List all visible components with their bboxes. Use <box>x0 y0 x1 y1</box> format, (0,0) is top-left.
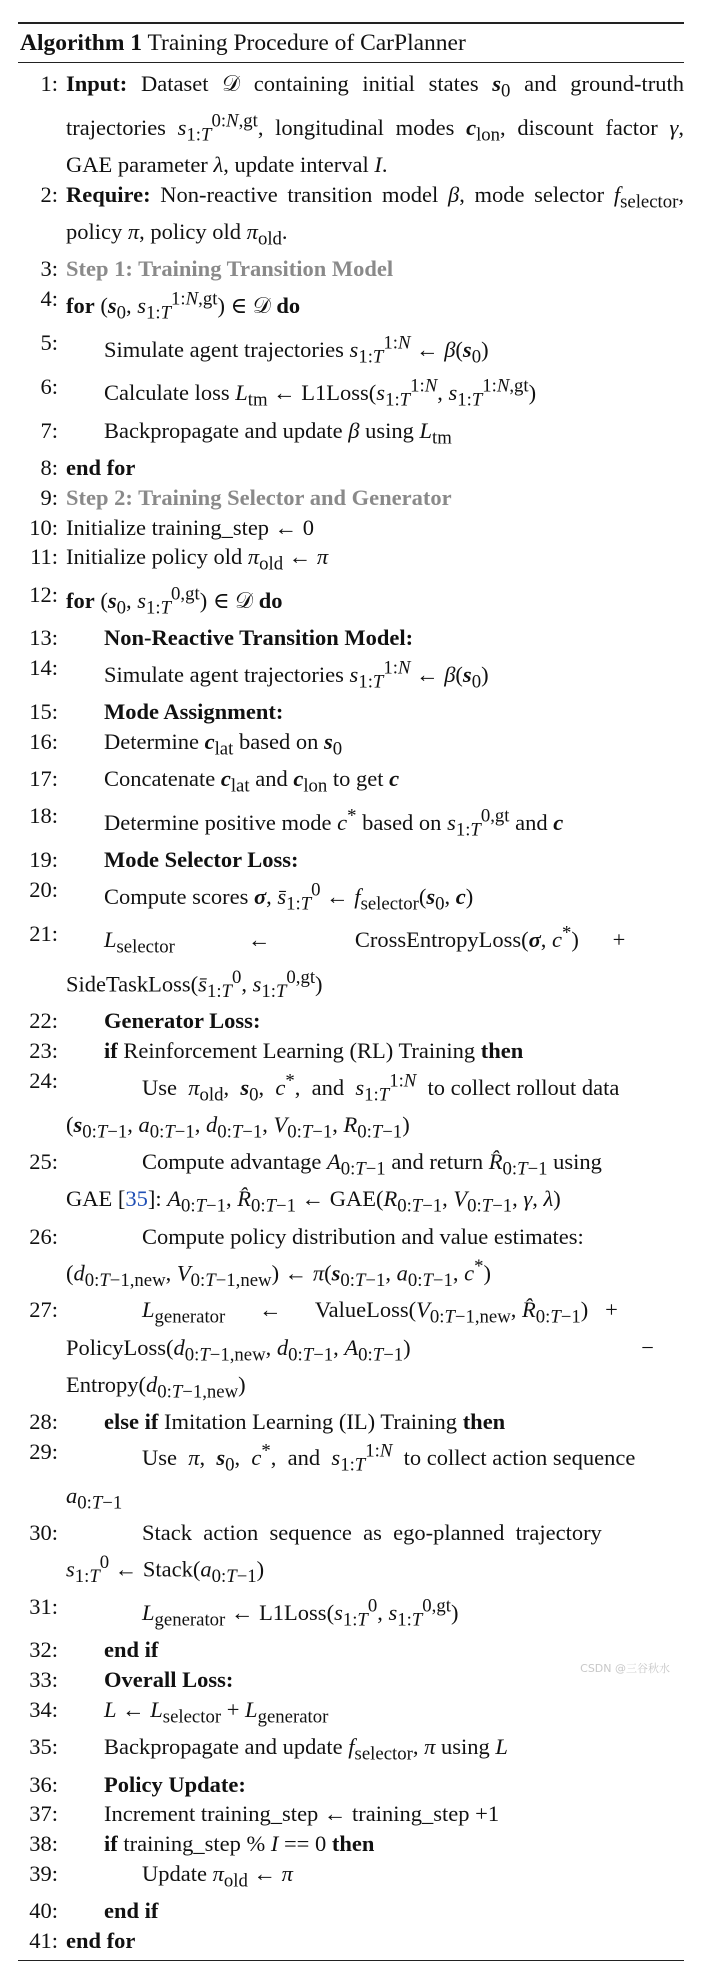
line-number: 24: <box>29 1068 58 1094</box>
algorithm-caption <box>18 24 684 62</box>
algorithm-line <box>18 513 684 543</box>
line-continuation: ($d_{0:T-1,new}$, $V_{0:T-1,new}$) ← $\pi(s_{0:T-1}$, $a_{0:T-1}$, c*) <box>66 1255 491 1291</box>
line-number: 12: <box>29 581 58 607</box>
line-number: 1: <box>40 71 58 96</box>
algorithm-line <box>18 653 684 697</box>
line-text: Mode Assignment: <box>104 699 284 725</box>
line-text: Increment training_step ← training_step +1 <box>104 1801 500 1827</box>
line-number: 27: <box>29 1297 58 1323</box>
line-number: 20: <box>29 877 58 903</box>
line-text: Policy Update: <box>104 1771 246 1797</box>
algorithm-line <box>18 1926 684 1956</box>
algorithm-line <box>18 254 684 284</box>
line-number: 35: <box>29 1734 58 1760</box>
line-continuation: $SideTaskLoss(s̄_{1:T}^0$, $s_{1:T}^{0,gt}$) <box>66 966 323 1002</box>
line-number: 22: <box>29 1008 58 1034</box>
line-number: 14: <box>29 655 58 681</box>
algorithm-line <box>18 372 684 416</box>
line-text: Compute advantage $A_{0:T-1}$ and return $R̂_{0:T-1}$ using <box>142 1149 602 1180</box>
algorithm-line <box>18 69 684 180</box>
line-text: Overall Loss: <box>104 1667 234 1693</box>
line-text: Initialize policy old $\pi_{old}$ ← π <box>66 544 329 575</box>
algorithm-line <box>18 180 684 255</box>
line-number: 11: <box>30 544 58 570</box>
line-text: Input: Dataset 𝒟 containing initial states $s_0$ and ground-truth trajectories $s_{1:T}^{0:N,gt}$, longitudinal modes $c_{lon}$, discount factor γ, GAE parameter λ, update interval I. <box>66 71 685 178</box>
algorithm-line <box>18 1006 684 1036</box>
line-text: Determine positive mode c* based on $s_{1:T}^{0,gt}$ and c <box>104 805 564 841</box>
line-number: 4: <box>40 286 58 312</box>
algorithm-line <box>18 328 684 372</box>
algorithm-line <box>18 416 684 453</box>
algorithm-line <box>18 845 684 875</box>
line-number: 40: <box>29 1898 58 1924</box>
line-text: Initialize training_step ← 0 <box>66 514 315 540</box>
algorithm-line <box>18 1036 684 1066</box>
algorithm-line <box>18 1592 684 1636</box>
line-continuation: $PolicyLoss(d_{0:T-1,new}$, $d_{0:T-1}$, $A_{0:T-1}$) − <box>66 1334 654 1366</box>
watermark: CSDN @三谷秋水 <box>580 1662 670 1675</box>
line-text: Determine $c_{lat}$ based on $s_0$ <box>104 728 343 760</box>
line-number: 38: <box>29 1831 58 1857</box>
line-text: end for <box>66 454 136 480</box>
line-number: 28: <box>29 1409 58 1435</box>
algorithm-line <box>18 1066 684 1110</box>
line-text: Simulate agent trajectories $s_{1:T}^{1:N}$ ← $\beta(s_0)$ <box>104 657 489 693</box>
line-number: 34: <box>29 1697 58 1723</box>
line-number: 41: <box>29 1928 58 1954</box>
line-number: 10: <box>29 514 58 540</box>
line-text: else if Imitation Learning (IL) Training then <box>104 1409 506 1435</box>
line-number: 26: <box>29 1223 58 1249</box>
line-number: 15: <box>29 699 58 725</box>
algorithm-line <box>18 1437 684 1481</box>
line-number: 17: <box>29 766 58 792</box>
algorithm-line <box>18 1770 684 1800</box>
algorithm-line <box>18 453 684 483</box>
line-number: 31: <box>29 1593 58 1619</box>
line-number: 23: <box>29 1038 58 1064</box>
line-text: for ($s_0$, $s_{1:T}^{0,gt}$) ∈ 𝒟 do <box>66 583 283 619</box>
algorithm-line <box>18 483 684 513</box>
algorithm-line <box>18 580 684 624</box>
line-number: 21: <box>29 920 58 946</box>
line-text: Stack action sequence as ego-planned trajectory <box>142 1520 602 1546</box>
line-text: Backpropagate and update β using $L_{tm}$ <box>104 417 452 449</box>
line-text: end for <box>66 1928 136 1954</box>
line-text: Compute policy distribution and value estimates: <box>142 1223 584 1249</box>
line-number: 36: <box>29 1771 58 1797</box>
line-text: Use π, $s_0$, c*, and $s_{1:T}^{1:N}$ to collect action sequence <box>142 1440 636 1476</box>
algorithm-line <box>18 1295 684 1332</box>
algorithm-line <box>18 875 684 919</box>
line-number: 33: <box>29 1667 58 1693</box>
line-number: 13: <box>29 625 58 651</box>
line-number: 37: <box>29 1801 58 1827</box>
line-number: 30: <box>29 1520 58 1546</box>
line-number: 5: <box>40 330 58 356</box>
algorithm-line <box>18 1407 684 1437</box>
line-text: Step 1: Training Transition Model <box>66 256 394 282</box>
line-text: end if <box>104 1637 159 1663</box>
algorithm-line <box>18 284 684 328</box>
algorithm-line <box>18 919 684 963</box>
algorithm-line <box>18 542 684 579</box>
line-text: Non-Reactive Transition Model: <box>104 625 414 651</box>
line-text: Update $\pi_{old}$ ← π <box>142 1861 293 1892</box>
algorithm-line <box>18 1859 684 1896</box>
line-number: 18: <box>29 803 58 829</box>
line-text: $L_{generator}$ ← $L1Loss(s_{1:T}^0$, $s_{1:T}^{0,gt}$) <box>142 1595 459 1631</box>
line-text: Mode Selector Loss: <box>104 847 299 873</box>
line-text: Step 2: Training Selector and Generator <box>66 484 452 510</box>
line-text: Compute scores σ, $s̄_{1:T}^0$ ← $f_{selector}(s_0$, c) <box>104 879 474 915</box>
line-number: 3: <box>40 256 58 282</box>
line-number: 9: <box>40 484 58 510</box>
line-text: Concatenate $c_{lat}$ and $c_{lon}$ to get c <box>104 766 400 797</box>
line-continuation: $Entropy(d_{0:T-1,new})$ <box>66 1371 246 1403</box>
line-text: if Reinforcement Learning (RL) Training then <box>104 1038 524 1064</box>
line-text: end if <box>104 1898 159 1924</box>
line-text: if training_step % I == 0 then <box>104 1831 375 1857</box>
algorithm-line <box>18 1896 684 1926</box>
algorithm-line <box>18 727 684 764</box>
line-text: Generator Loss: <box>104 1008 261 1034</box>
line-number: 32: <box>29 1637 58 1663</box>
line-number: 2: <box>40 181 58 207</box>
line-number: 19: <box>29 847 58 873</box>
line-continuation: ($s_{0:T-1}$, $a_{0:T-1}$, $d_{0:T-1}$, $V_{0:T-1}$, $R_{0:T-1}$) <box>66 1111 410 1143</box>
algorithm-line <box>18 1695 684 1732</box>
line-continuation: $s_{1:T}^0$ ← $Stack(a_{0:T-1})$ <box>66 1551 265 1587</box>
line-text: Calculate loss $L_{tm}$ ← $L1Loss(s_{1:T}^{1:N}$, $s_{1:T}^{1:N,gt}$) <box>104 375 537 411</box>
algorithm-line <box>18 1799 684 1829</box>
line-continuation: $a_{0:T-1}$ <box>66 1482 123 1514</box>
line-number: 25: <box>29 1149 58 1175</box>
line-text: $L_{generator}$ ← $ValueLoss(V_{0:T-1,new}$, $R̂_{0:T-1}$) + <box>142 1297 618 1328</box>
caption-title: Training Procedure of CarPlanner <box>147 30 466 56</box>
algorithm-line <box>18 1732 684 1769</box>
algorithm-line <box>18 1222 684 1252</box>
line-text: Use $\pi_{old}$, $s_0$, c*, and $s_{1:T}^{1:N}$ to collect rollout data <box>142 1070 620 1106</box>
line-text: Simulate agent trajectories $s_{1:T}^{1:N}$ ← $\beta(s_0)$ <box>104 332 489 368</box>
line-text: for ($s_0$, $s_{1:T}^{1:N,gt}$) ∈ 𝒟 do <box>66 288 301 324</box>
algorithm-line <box>18 764 684 801</box>
algorithm-line <box>18 697 684 727</box>
caption-label: Algorithm 1 <box>20 30 143 56</box>
algorithm-line <box>18 801 684 845</box>
algorithm-line <box>18 1147 684 1184</box>
line-continuation: GAE [35]: $A_{0:T-1}$, $R̂_{0:T-1}$ ← $GAE(R_{0:T-1}$, $V_{0:T-1}$, γ, λ) <box>66 1186 561 1217</box>
line-text: $L_{selector}$ ← CrossEntropyLoss(σ, c*) + <box>104 922 626 958</box>
line-text: Require: Non-reactive transition model β, mode selector $f_{selector}$, policy π, policy old $\pi_{old}$. <box>66 181 685 250</box>
line-number: 8: <box>40 454 58 480</box>
algorithm-line <box>18 1829 684 1859</box>
algorithm-line <box>18 1518 684 1548</box>
line-number: 16: <box>29 728 58 754</box>
line-text: L ← $L_{selector} + L_{generator}$ <box>104 1697 329 1728</box>
line-number: 39: <box>29 1861 58 1887</box>
line-number: 6: <box>40 373 58 399</box>
algorithm-line <box>18 623 684 653</box>
line-number: 29: <box>29 1438 58 1464</box>
line-text: Backpropagate and update $f_{selector}$, π using L <box>104 1734 508 1765</box>
line-number: 7: <box>40 417 58 443</box>
